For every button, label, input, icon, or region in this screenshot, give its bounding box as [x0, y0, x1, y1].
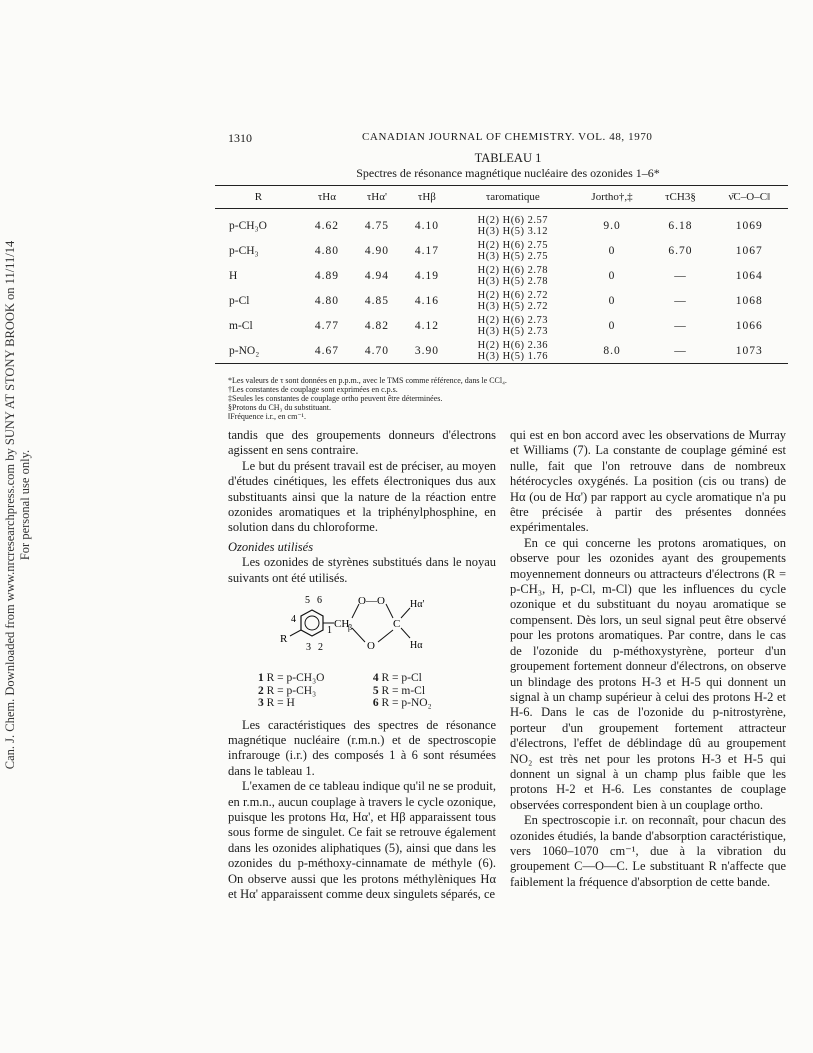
- aromatic-shift-line: H(3) H(5) 2.72: [477, 300, 548, 312]
- ring-position-label: 1: [327, 625, 332, 637]
- ozonide-structure: [228, 592, 496, 668]
- cell-tau-ha: 4.80: [314, 244, 339, 257]
- cell-j-ortho: 0: [608, 294, 616, 307]
- table-row: [215, 313, 788, 338]
- beta-label: β: [348, 623, 353, 633]
- compound-item: 3 R = H: [258, 697, 295, 710]
- compound-item: 2 R = p-CH₃: [258, 684, 317, 697]
- paragraph: Les caractéristiques des spectres de résonance magnétique nucléaire (r.m.n.) et de spectroscopie infrarouge (i.r.) des composés 1 à 6 sont résumées dans le tableau 1.: [228, 717, 496, 778]
- section-heading: Ozonides utilisés: [228, 539, 314, 554]
- cell-tau-ha: 4.62: [314, 219, 339, 232]
- compound-item: 1 R = p-CH₃O: [258, 672, 325, 685]
- carbon-label: C: [393, 618, 401, 631]
- table-title: TABLEAU 1: [474, 151, 542, 165]
- aromatic-shift-line: H(3) H(5) 3.12: [477, 225, 548, 237]
- col-header: τHα': [352, 186, 402, 209]
- cell-j-ortho: 0: [608, 319, 616, 332]
- ring-position-label: 3: [306, 642, 311, 654]
- aromatic-shift-line: H(2) H(6) 2.72: [477, 289, 548, 301]
- h-alpha-label: Hα: [410, 640, 423, 652]
- cell-tau-aromatic: [452, 263, 574, 288]
- paragraph: L'examen de ce tableau indique qu'il ne se produit, en r.m.n., aucun couplage à travers le cycle ozonique, puisque les protons Hα, Hα', et Hβ apparaissent tous sous forme de singulet. Ce fait se retrouve également dans les ozonides aliphatiques (5), ainsi que dans les ozonides du p-méthoxy-cinnamate de méthyle (6). On observe aussi que les protons méthylèniques Hα et Hα' apparaissent comme deux singulets séparés, ce: [228, 779, 496, 902]
- ha-bond: [401, 628, 410, 638]
- cell-tau-hb: 4.10: [414, 219, 439, 232]
- compound-item: 4 R = p-Cl: [372, 672, 422, 685]
- ring-position-label: 2: [318, 642, 323, 654]
- table-footnotes: [228, 376, 788, 421]
- cell-tau-ha: 4.89: [314, 269, 339, 282]
- cell-ir-frequency: 1064: [735, 269, 763, 282]
- ring-position-label: 4: [291, 614, 296, 626]
- left-column: [228, 428, 496, 902]
- cell-tau-hb: 4.12: [414, 319, 439, 332]
- peroxide-label: O—O: [358, 595, 385, 608]
- cell-tau-ch3: —: [674, 319, 687, 332]
- cell-tau-aromatic: [452, 288, 574, 313]
- cell-tau-ch3: —: [674, 269, 687, 282]
- aromatic-shift-line: H(2) H(6) 2.36: [477, 339, 548, 351]
- aromatic-shift-line: H(2) H(6) 2.75: [477, 239, 548, 251]
- cell-substituent: p-NO₂: [229, 344, 260, 357]
- cell-tau-ha-prime: 4.90: [364, 244, 389, 257]
- cell-tau-ch3: —: [674, 294, 687, 307]
- benzene-ring-circle: [305, 616, 319, 630]
- cell-tau-ha: 4.80: [314, 294, 339, 307]
- paragraph: tandis que des groupements donneurs d'électrons agissent en sens contraire.: [228, 428, 496, 458]
- cell-tau-aromatic: [452, 209, 574, 239]
- aromatic-shift-line: H(2) H(6) 2.73: [477, 314, 548, 326]
- paragraph: Les ozonides de styrènes substitués dans le noyau suivants ont été utilisés.: [228, 555, 496, 585]
- ring-position-label: 5: [305, 595, 310, 607]
- cell-substituent: m-Cl: [229, 319, 253, 332]
- cell-tau-ha-prime: 4.85: [364, 294, 389, 307]
- col-header: τCH3§: [650, 186, 710, 209]
- cell-substituent: H: [229, 269, 238, 282]
- download-watermark: [3, 225, 33, 785]
- ch-label: CH: [334, 618, 350, 631]
- page-number: 1310: [228, 131, 252, 145]
- ozonide-bond: [378, 630, 393, 642]
- cell-ir-frequency: 1066: [735, 319, 763, 332]
- ring-position-label: 6: [317, 595, 322, 607]
- col-header: τHα: [302, 186, 352, 209]
- cell-tau-ha-prime: 4.94: [364, 269, 389, 282]
- cell-j-ortho: 0: [608, 269, 616, 282]
- table-row: [215, 263, 788, 288]
- watermark-line-2: For personal use only.: [18, 449, 32, 561]
- cell-j-ortho: 0: [608, 244, 616, 257]
- watermark-line-1: Can. J. Chem. Downloaded from www.nrcresearchpress.com by SUNY AT STONY BROOK on 11/11/14: [3, 240, 17, 770]
- compound-list: [228, 672, 496, 710]
- footnote: ‖Fréquence i.r., en cm⁻¹.: [228, 412, 306, 421]
- table-caption: Spectres de résonance magnétique nucléaire des ozonides 1–6*: [356, 166, 660, 180]
- cell-tau-ha: 4.67: [314, 344, 339, 357]
- cell-substituent: p-CH₃O: [229, 219, 267, 232]
- table-row: [215, 209, 788, 239]
- footnote: †Les constantes de couplage sont exprimées en c.p.s.: [228, 385, 398, 394]
- cell-ir-frequency: 1068: [735, 294, 763, 307]
- aromatic-shift-line: H(3) H(5) 2.73: [477, 325, 548, 337]
- cell-tau-hb: 4.19: [414, 269, 439, 282]
- ether-oxygen-label: O: [367, 640, 375, 653]
- compound-item: 5 R = m-Cl: [372, 684, 426, 697]
- cell-tau-ha-prime: 4.70: [364, 344, 389, 357]
- table-row: [215, 338, 788, 364]
- cell-tau-ha-prime: 4.75: [364, 219, 389, 232]
- table-row: [215, 238, 788, 263]
- cell-substituent: p-CH₃: [229, 244, 259, 257]
- ozonide-bond: [386, 604, 393, 618]
- cell-j-ortho: 9.0: [603, 219, 621, 232]
- cell-tau-ha-prime: 4.82: [364, 319, 389, 332]
- table-row: [215, 288, 788, 313]
- cell-tau-aromatic: [452, 338, 574, 364]
- col-header: Jortho†,‡: [574, 186, 651, 209]
- cell-tau-ch3: —: [674, 344, 687, 357]
- col-header: τHβ: [402, 186, 452, 209]
- ring-r-bond: [290, 630, 301, 636]
- cell-tau-hb: 4.17: [414, 244, 439, 257]
- col-header: τaromatique: [452, 186, 574, 209]
- footnote: ‡Seules les constantes de couplage ortho peuvent être déterminées.: [228, 394, 443, 403]
- cell-tau-hb: 3.90: [414, 344, 439, 357]
- col-header: ν̄C–O–C‖: [711, 186, 788, 209]
- h-alpha-prime-label: Hα': [410, 599, 425, 611]
- paragraph: qui est en bon accord avec les observations de Murray et Williams (7). La constante de couplage géminé est nulle, fait que l'on retrouve dans de nombreux hétérocycles oxygénés. La position (cis ou trans) de Hα (ou de Hα') par rapport au cycle aromatique n'a pu être précisée à partir des présentes données expérimentales.: [510, 428, 786, 535]
- running-head: CANADIAN JOURNAL OF CHEMISTRY. VOL. 48, 1970: [362, 131, 653, 143]
- table-header-row: [215, 186, 788, 209]
- paragraph: Le but du présent travail est de préciser, au moyen d'études cinétiques, les effets électroniques dus aux substituants ainsi que la nature de la réaction entre ozonides aromatiques et la triphénylphosphine, en solution dans du chloroforme.: [228, 458, 496, 535]
- cell-tau-aromatic: [452, 238, 574, 263]
- footnote: *Les valeurs de τ sont données en p.p.m., avec le TMS comme référence, dans le CCl₄.: [228, 376, 507, 385]
- benzene-ring: [301, 610, 323, 636]
- aromatic-shift-line: H(2) H(6) 2.57: [477, 214, 548, 226]
- aromatic-shift-line: H(3) H(5) 2.78: [477, 275, 548, 287]
- aromatic-shift-line: H(3) H(5) 1.76: [477, 350, 548, 362]
- cell-ir-frequency: 1069: [735, 219, 763, 232]
- aromatic-shift-line: H(2) H(6) 2.78: [477, 264, 548, 276]
- right-column: [510, 428, 786, 890]
- cell-ir-frequency: 1067: [735, 244, 763, 257]
- compound-item: 6 R = p-NO₂: [372, 697, 432, 710]
- footnote: §Protons du CH₃ du substituant.: [228, 403, 332, 412]
- substituent-r-label: R: [280, 633, 288, 646]
- cell-tau-hb: 4.16: [414, 294, 439, 307]
- ozonide-bond: [352, 628, 365, 642]
- paragraph: En spectroscopie i.r. on reconnaît, pour chacun des ozonides étudiés, la bande d'absorption caractéristique, vers 1060–1070 cm⁻¹, due à la vibration du groupement C—O—C. Le substituant R n'affecte que faiblement la fréquence d'absorption de cette bande.: [510, 813, 786, 889]
- ha-prime-bond: [401, 608, 410, 618]
- cell-j-ortho: 8.0: [603, 344, 621, 357]
- paragraph: En ce qui concerne les protons aromatiques, on observe pour les ozonides ayant des groupements moyennement donneurs ou attracteurs d'électrons (R = p-CH₃, H, p-Cl, m-Cl) que les influences du cycle ozonique et du substituant du noyau aromatique se compensent. Dès lors, un seul signal peut être observé pour les protons aromatiques. Par contre, dans le cas de l'ozonide du p-méthoxystyrène, porteur d'un groupement fortement donneur d'électrons, on observe un blindage des protons H-3 et H-5 qui donnent un signal à un champ supérieur à celui des protons H-2 et H-6. Dans le cas de l'ozonide du p-nitrostyrène, porteur d'un groupement fortement attracteur d'électrons, l'effet de déblindage dû au groupement NO₂ est très net pour les protons H-3 et H-5 qui donnent un signal à un champ plus faible que les protons H-2 et H-6. Les constantes de couplage observées correspondent bien à un couplage ortho.: [510, 535, 786, 812]
- aromatic-shift-line: H(3) H(5) 2.75: [477, 250, 548, 262]
- nmr-table: [215, 185, 788, 364]
- cell-substituent: p-Cl: [229, 294, 250, 307]
- cell-tau-aromatic: [452, 313, 574, 338]
- cell-ir-frequency: 1073: [735, 344, 763, 357]
- cell-tau-ch3: 6.70: [668, 244, 693, 257]
- cell-tau-ha: 4.77: [314, 319, 339, 332]
- col-header: R: [215, 186, 302, 209]
- cell-tau-ch3: 6.18: [668, 219, 693, 232]
